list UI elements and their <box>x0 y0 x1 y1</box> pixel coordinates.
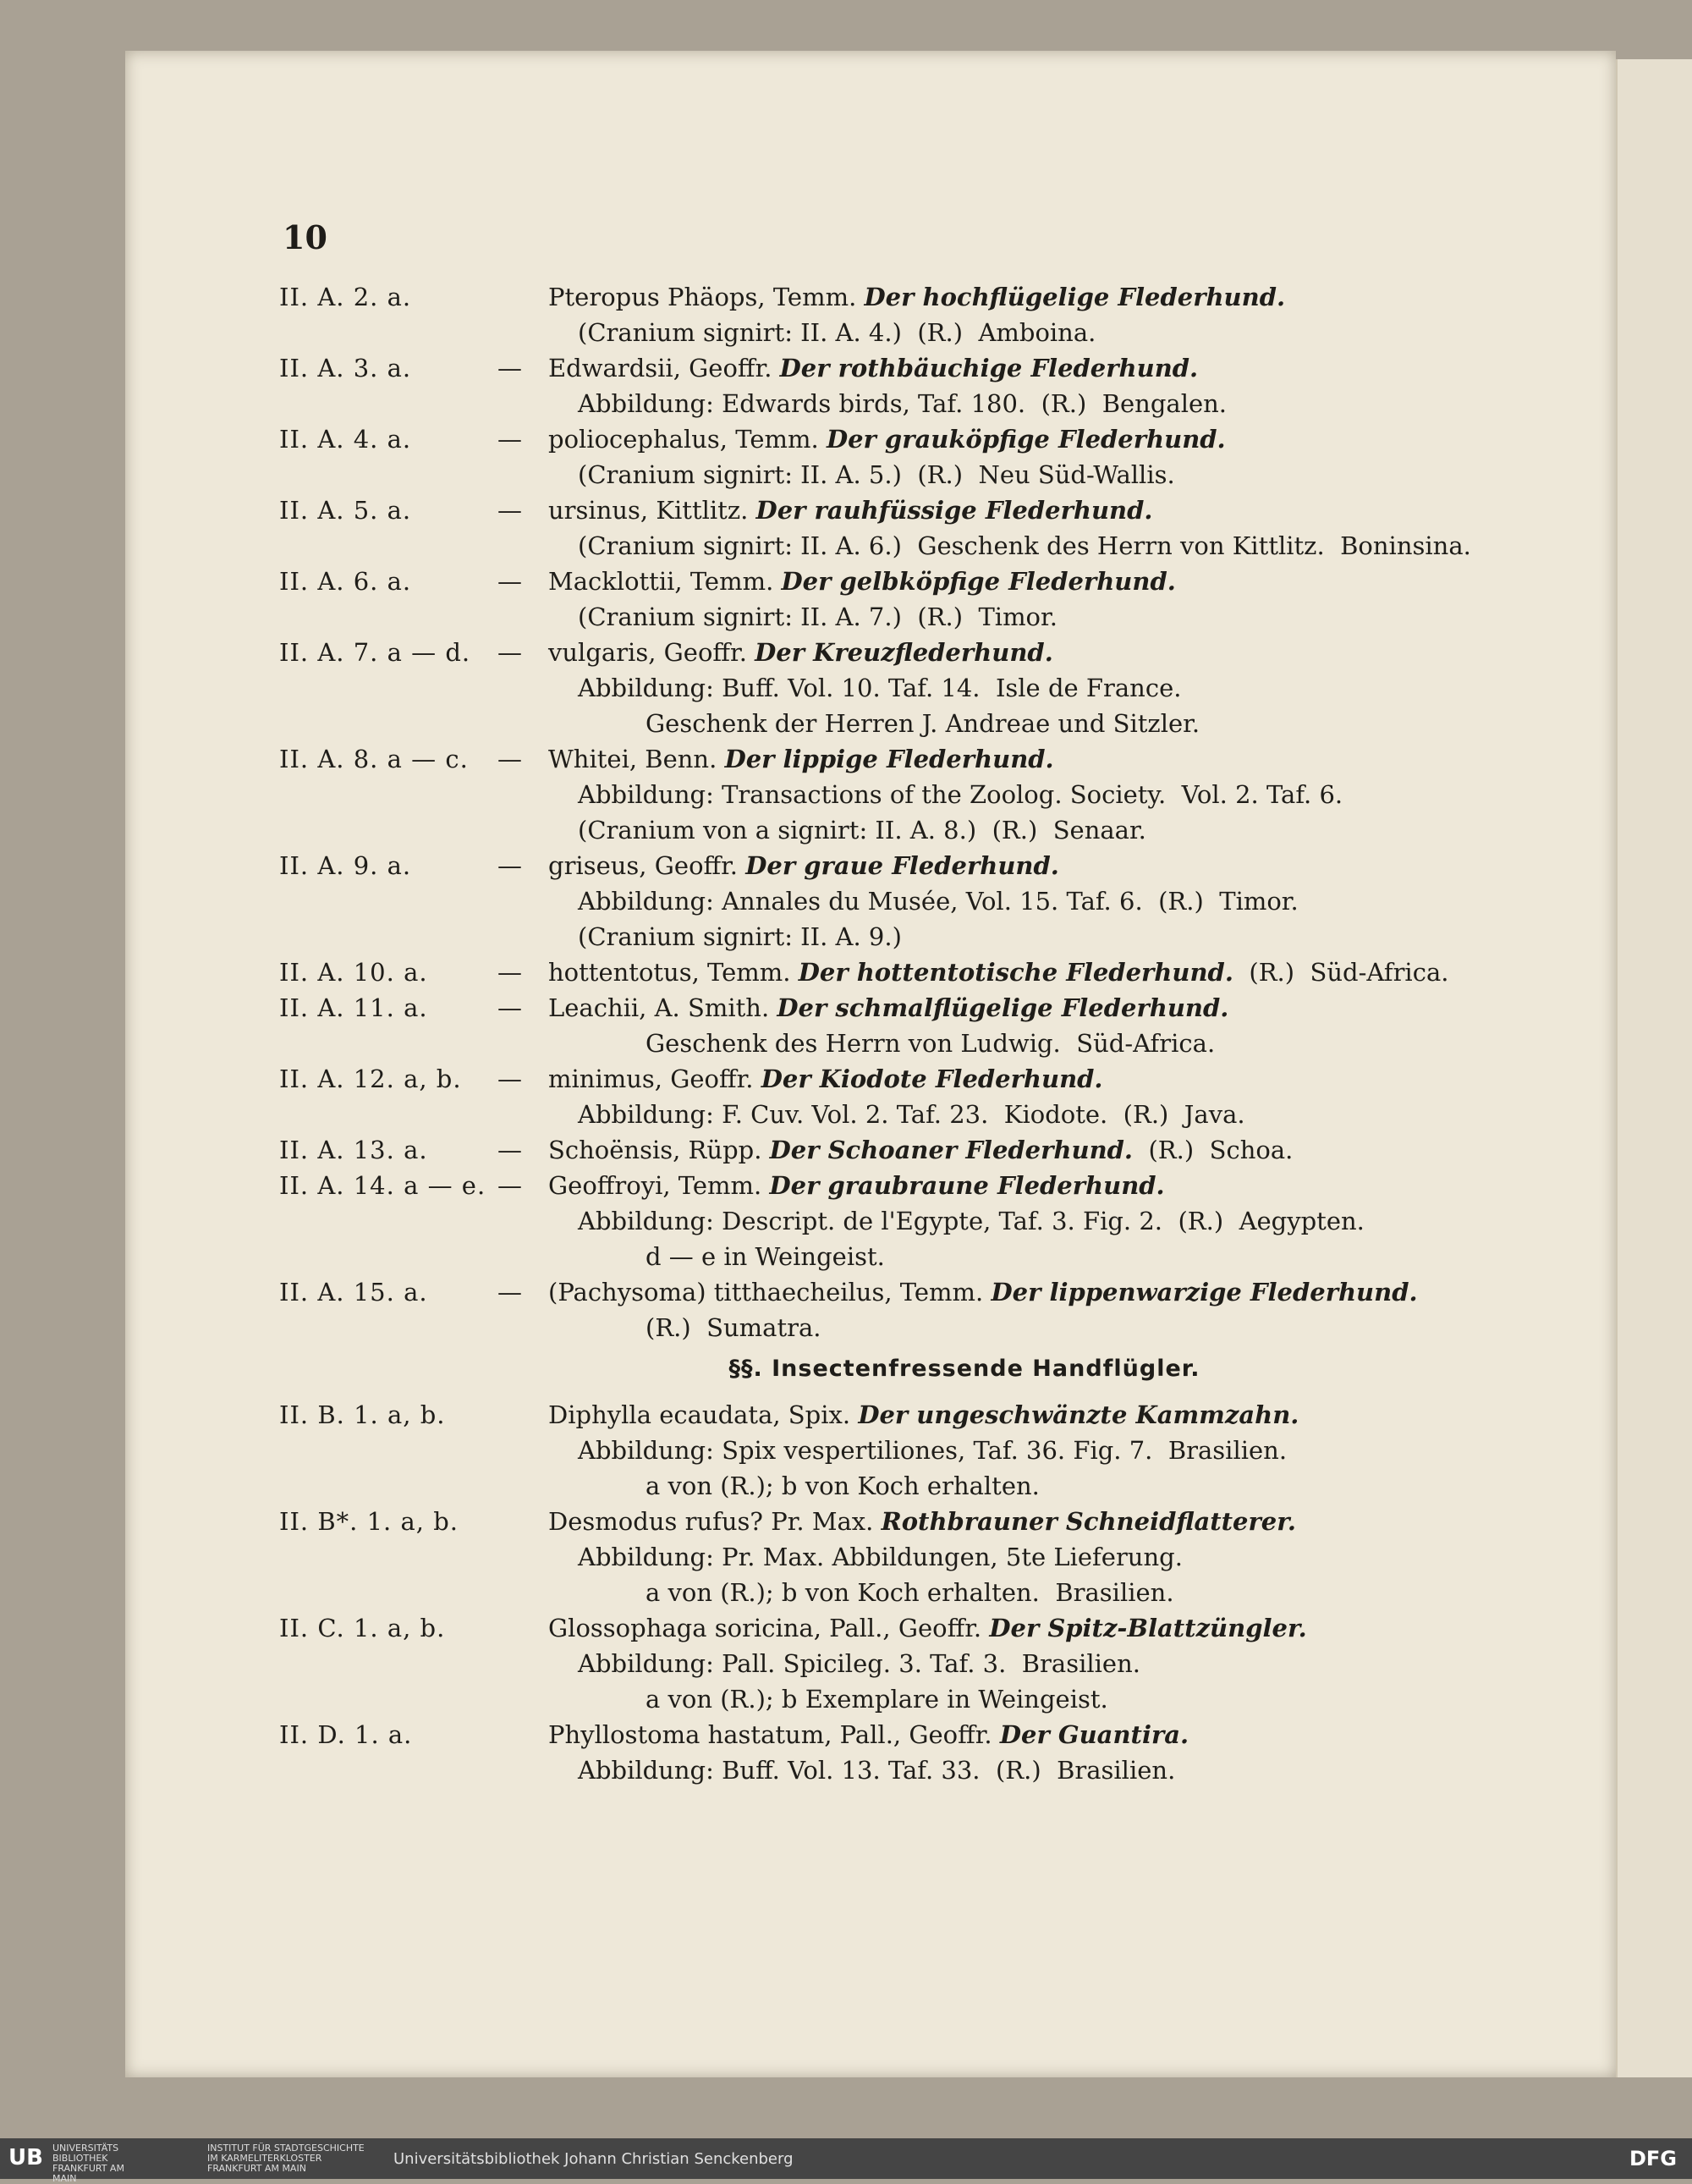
entry-line <box>497 1717 1599 1752</box>
institute-label: INSTITUT FÜR STADTGESCHICHTE IM KARMELITERKLOSTER FRANKFURT AM MAIN <box>207 2143 365 2174</box>
entry-text: Abbildung: Transactions of the Zoolog. Society. Vol. 2. Taf. 6. <box>578 780 1343 809</box>
entry-line <box>497 635 1599 670</box>
catalog-entry <box>279 1168 1599 1274</box>
entry-body <box>497 279 1599 350</box>
german-name: Der Guantira. <box>999 1720 1189 1749</box>
entry-body <box>497 1717 1599 1788</box>
entry-line <box>497 1239 1599 1274</box>
entry-text: (Cranium von a signirt: II. A. 8.) (R.) Senaar. <box>578 816 1146 844</box>
dfg-logo[interactable]: DFG <box>1629 2147 1677 2170</box>
german-name: Der lippige Flederhund. <box>724 745 1054 773</box>
ditto-dash: — <box>497 1171 522 1200</box>
entry-line <box>497 528 1599 564</box>
entry-id: II. B. 1. a, b. <box>279 1400 446 1429</box>
entry-body <box>497 1274 1599 1345</box>
entry-line <box>497 421 1599 457</box>
german-name: Der Spitz-Blattzüngler. <box>989 1614 1307 1642</box>
catalog-entry <box>279 492 1599 564</box>
entry-text: (R.) Sumatra. <box>645 1313 821 1342</box>
entry-line <box>497 670 1599 706</box>
page-number: 10 <box>283 218 327 256</box>
entry-line <box>497 1397 1599 1433</box>
entry-line <box>497 1203 1599 1239</box>
catalog-entries <box>279 279 1599 1788</box>
catalog-entry <box>279 350 1599 421</box>
entry-id: II. B*. 1. a, b. <box>279 1507 459 1536</box>
entry-id: II. A. 2. a. <box>279 283 412 311</box>
entry-line <box>497 1274 1599 1310</box>
entry-text: Abbildung: Edwards birds, Taf. 180. (R.) Bengalen. <box>578 389 1228 418</box>
entry-text: Schoënsis, Rüpp. <box>548 1136 770 1164</box>
entry-line <box>497 741 1599 777</box>
entry-text: minimus, Geoffr. <box>548 1064 761 1093</box>
entry-text: Abbildung: Pr. Max. Abbildungen, 5te Lieferung. <box>578 1543 1183 1571</box>
entry-line <box>497 919 1599 954</box>
entry-text: a von (R.); b von Koch erhalten. <box>645 1472 1040 1500</box>
entry-body <box>497 990 1599 1061</box>
entry-text: Phyllostoma hastatum, Pall., Geoffr. <box>548 1720 1000 1749</box>
entry-line <box>497 492 1599 528</box>
ditto-dash: — <box>497 993 522 1022</box>
entry-line <box>497 457 1599 492</box>
catalog-entry <box>279 1504 1599 1610</box>
german-name: Der Kreuzflederhund. <box>755 638 1053 667</box>
entry-text: Pteropus Phäops, Temm. <box>548 283 865 311</box>
german-name: Der Kiodote Flederhund. <box>761 1064 1103 1093</box>
entry-line <box>497 1132 1599 1168</box>
entry-id: II. A. 10. a. <box>279 958 428 987</box>
entry-text: (Pachysoma) titthaecheilus, Temm. <box>548 1278 992 1307</box>
entry-line <box>497 315 1599 350</box>
entry-body <box>497 492 1599 564</box>
entry-id: II. A. 8. a — c. <box>279 745 469 773</box>
entry-line <box>497 599 1599 635</box>
ditto-dash: — <box>497 958 522 987</box>
catalog-entry <box>279 1610 1599 1717</box>
german-name: Der hottentotische Flederhund. <box>798 958 1233 987</box>
ditto-dash: — <box>497 354 522 382</box>
entry-id: II. A. 9. a. <box>279 851 412 880</box>
entry-body <box>497 635 1599 741</box>
ub-logo[interactable]: UB <box>8 2145 43 2170</box>
catalog-entry <box>279 741 1599 848</box>
entry-body <box>497 1397 1599 1504</box>
entry-line <box>497 564 1599 599</box>
entry-line <box>497 1026 1599 1061</box>
entry-text: (Cranium signirt: II. A. 7.) (R.) Timor. <box>578 602 1058 631</box>
entry-line <box>497 350 1599 386</box>
entry-text: Macklottii, Temm. <box>548 567 782 596</box>
ditto-dash: — <box>497 1064 522 1093</box>
footer-bar <box>0 2138 1692 2184</box>
entry-list-insectivores <box>279 1397 1599 1788</box>
entry-text: Leachii, A. Smith. <box>548 993 777 1022</box>
german-name: Der graue Flederhund. <box>745 851 1059 880</box>
entry-id: II. A. 7. a — d. <box>279 638 471 667</box>
entry-id: II. A. 6. a. <box>279 567 412 596</box>
entry-text: Edwardsii, Geoffr. <box>548 354 780 382</box>
entry-id: II. A. 5. a. <box>279 496 412 525</box>
entry-text: (Cranium signirt: II. A. 4.) (R.) Amboina. <box>578 318 1096 347</box>
entry-text: Whitei, Benn. <box>548 745 725 773</box>
catalog-entry <box>279 990 1599 1061</box>
entry-id: II. D. 1. a. <box>279 1720 413 1749</box>
entry-body <box>497 1610 1599 1717</box>
german-name: Der rothbäuchige Flederhund. <box>779 354 1199 382</box>
next-page-edge <box>1616 59 1692 2077</box>
entry-list-pteropus <box>279 279 1599 1345</box>
entry-body <box>497 1168 1599 1274</box>
entry-text: Abbildung: F. Cuv. Vol. 2. Taf. 23. Kiodote. (R.) Java. <box>578 1100 1245 1129</box>
library-name[interactable]: Universitätsbibliothek Johann Christian Senckenberg <box>393 2150 794 2168</box>
entry-id: II. A. 3. a. <box>279 354 412 382</box>
german-name: Der rauhfüssige Flederhund. <box>755 496 1153 525</box>
entry-line <box>497 1061 1599 1097</box>
entry-text: (Cranium signirt: II. A. 6.) Geschenk des Herrn von Kittlitz. Boninsina. <box>578 531 1471 560</box>
ub-label: UNIVERSITÄTS BIBLIOTHEK FRANKFURT AM MAIN <box>52 2143 124 2184</box>
entry-body <box>497 1061 1599 1132</box>
entry-text: griseus, Geoffr. <box>548 851 746 880</box>
entry-line <box>497 1752 1599 1788</box>
entry-text: ursinus, Kittlitz. <box>548 496 756 525</box>
entry-body <box>497 421 1599 492</box>
entry-line <box>497 1310 1599 1345</box>
entry-text: Abbildung: Descript. de l'Egypte, Taf. 3. Fig. 2. (R.) Aegypten. <box>578 1207 1365 1235</box>
entry-line <box>497 386 1599 421</box>
entry-id: II. A. 14. a — e. <box>279 1171 486 1200</box>
entry-text: vulgaris, Geoffr. <box>548 638 755 667</box>
entry-line <box>497 883 1599 919</box>
entry-line <box>497 1504 1599 1539</box>
german-name: Der lippenwarzige Flederhund. <box>991 1278 1418 1307</box>
german-name: Der grauköpfige Flederhund. <box>826 425 1226 454</box>
entry-text: Abbildung: Pall. Spicileg. 3. Taf. 3. Brasilien. <box>578 1649 1140 1678</box>
section-heading: §§. Insectenfressende Handflügler. <box>728 1356 1200 1382</box>
entry-text: Abbildung: Buff. Vol. 10. Taf. 14. Isle de France. <box>578 674 1182 702</box>
catalog-entry <box>279 564 1599 635</box>
entry-id: II. C. 1. a, b. <box>279 1614 446 1642</box>
entry-text: Geoffroyi, Temm. <box>548 1171 770 1200</box>
ditto-dash: — <box>497 638 522 667</box>
entry-line <box>497 1575 1599 1610</box>
catalog-entry <box>279 1132 1599 1168</box>
ditto-dash: — <box>497 496 522 525</box>
ditto-dash: — <box>497 745 522 773</box>
entry-body <box>497 1504 1599 1610</box>
ditto-dash: — <box>497 851 522 880</box>
entry-line <box>497 1433 1599 1468</box>
entry-text: Abbildung: Annales du Musée, Vol. 15. Taf. 6. (R.) Timor. <box>578 887 1299 916</box>
entry-id: II. A. 12. a, b. <box>279 1064 462 1093</box>
catalog-entry <box>279 1274 1599 1345</box>
entry-text: Geschenk des Herrn von Ludwig. Süd-Africa. <box>645 1029 1216 1058</box>
catalog-entry <box>279 954 1599 990</box>
entry-id: II. A. 4. a. <box>279 425 412 454</box>
entry-text: Glossophaga soricina, Pall., Geoffr. <box>548 1614 990 1642</box>
entry-line <box>497 954 1599 990</box>
german-name: Der graubraune Flederhund. <box>769 1171 1165 1200</box>
entry-line <box>497 1610 1599 1646</box>
catalog-entry <box>279 1717 1599 1788</box>
german-name: Rothbrauner Schneidflatterer. <box>881 1507 1296 1536</box>
entry-body <box>497 564 1599 635</box>
entry-line <box>497 1168 1599 1203</box>
entry-line <box>497 279 1599 315</box>
entry-id: II. A. 13. a. <box>279 1136 428 1164</box>
entry-line <box>497 1646 1599 1681</box>
catalog-entry <box>279 279 1599 350</box>
entry-body <box>497 848 1599 954</box>
entry-line <box>497 812 1599 848</box>
entry-line <box>497 1097 1599 1132</box>
entry-text: Diphylla ecaudata, Spix. <box>548 1400 859 1429</box>
entry-text: (Cranium signirt: II. A. 5.) (R.) Neu Süd-Wallis. <box>578 460 1175 489</box>
catalog-entry <box>279 848 1599 954</box>
catalog-entry <box>279 1397 1599 1504</box>
german-name: Der Schoaner Flederhund. <box>769 1136 1134 1164</box>
entry-text: (Cranium signirt: II. A. 9.) <box>578 922 902 951</box>
entry-line <box>497 1539 1599 1575</box>
german-name: Der gelbköpfige Flederhund. <box>781 567 1176 596</box>
entry-line <box>497 1681 1599 1717</box>
entry-text: Geschenk der Herren J. Andreae und Sitzler. <box>645 709 1200 738</box>
german-name: Der schmalflügelige Flederhund. <box>777 993 1229 1022</box>
ditto-dash: — <box>497 1278 522 1307</box>
entry-line <box>497 1468 1599 1504</box>
entry-note: (R.) Süd-Africa. <box>1233 958 1449 987</box>
entry-text: poliocephalus, Temm. <box>548 425 827 454</box>
entry-body <box>497 1132 1599 1168</box>
german-name: Der hochflügelige Flederhund. <box>864 283 1286 311</box>
entry-text: Desmodus rufus? Pr. Max. <box>548 1507 882 1536</box>
entry-body <box>497 954 1599 990</box>
ditto-dash: — <box>497 1136 522 1164</box>
entry-id: II. A. 15. a. <box>279 1278 428 1307</box>
entry-text: a von (R.); b von Koch erhalten. Brasilien. <box>645 1578 1174 1607</box>
catalog-entry <box>279 421 1599 492</box>
entry-text: d — e in Weingeist. <box>645 1242 885 1271</box>
ditto-dash: — <box>497 425 522 454</box>
entry-text: hottentotus, Temm. <box>548 958 799 987</box>
entry-id: II. A. 11. a. <box>279 993 428 1022</box>
entry-body <box>497 350 1599 421</box>
entry-text: a von (R.); b Exemplare in Weingeist. <box>645 1685 1108 1714</box>
entry-line <box>497 848 1599 883</box>
catalog-entry <box>279 635 1599 741</box>
entry-text: Abbildung: Buff. Vol. 13. Taf. 33. (R.) Brasilien. <box>578 1756 1176 1785</box>
entry-line <box>497 706 1599 741</box>
entry-note: (R.) Schoa. <box>1133 1136 1294 1164</box>
catalog-entry <box>279 1061 1599 1132</box>
entry-body <box>497 741 1599 848</box>
entry-text: Abbildung: Spix vespertiliones, Taf. 36. Fig. 7. Brasilien. <box>578 1436 1288 1465</box>
entry-line <box>497 777 1599 812</box>
ditto-dash: — <box>497 567 522 596</box>
entry-line <box>497 990 1599 1026</box>
german-name: Der ungeschwänzte Kammzahn. <box>858 1400 1299 1429</box>
